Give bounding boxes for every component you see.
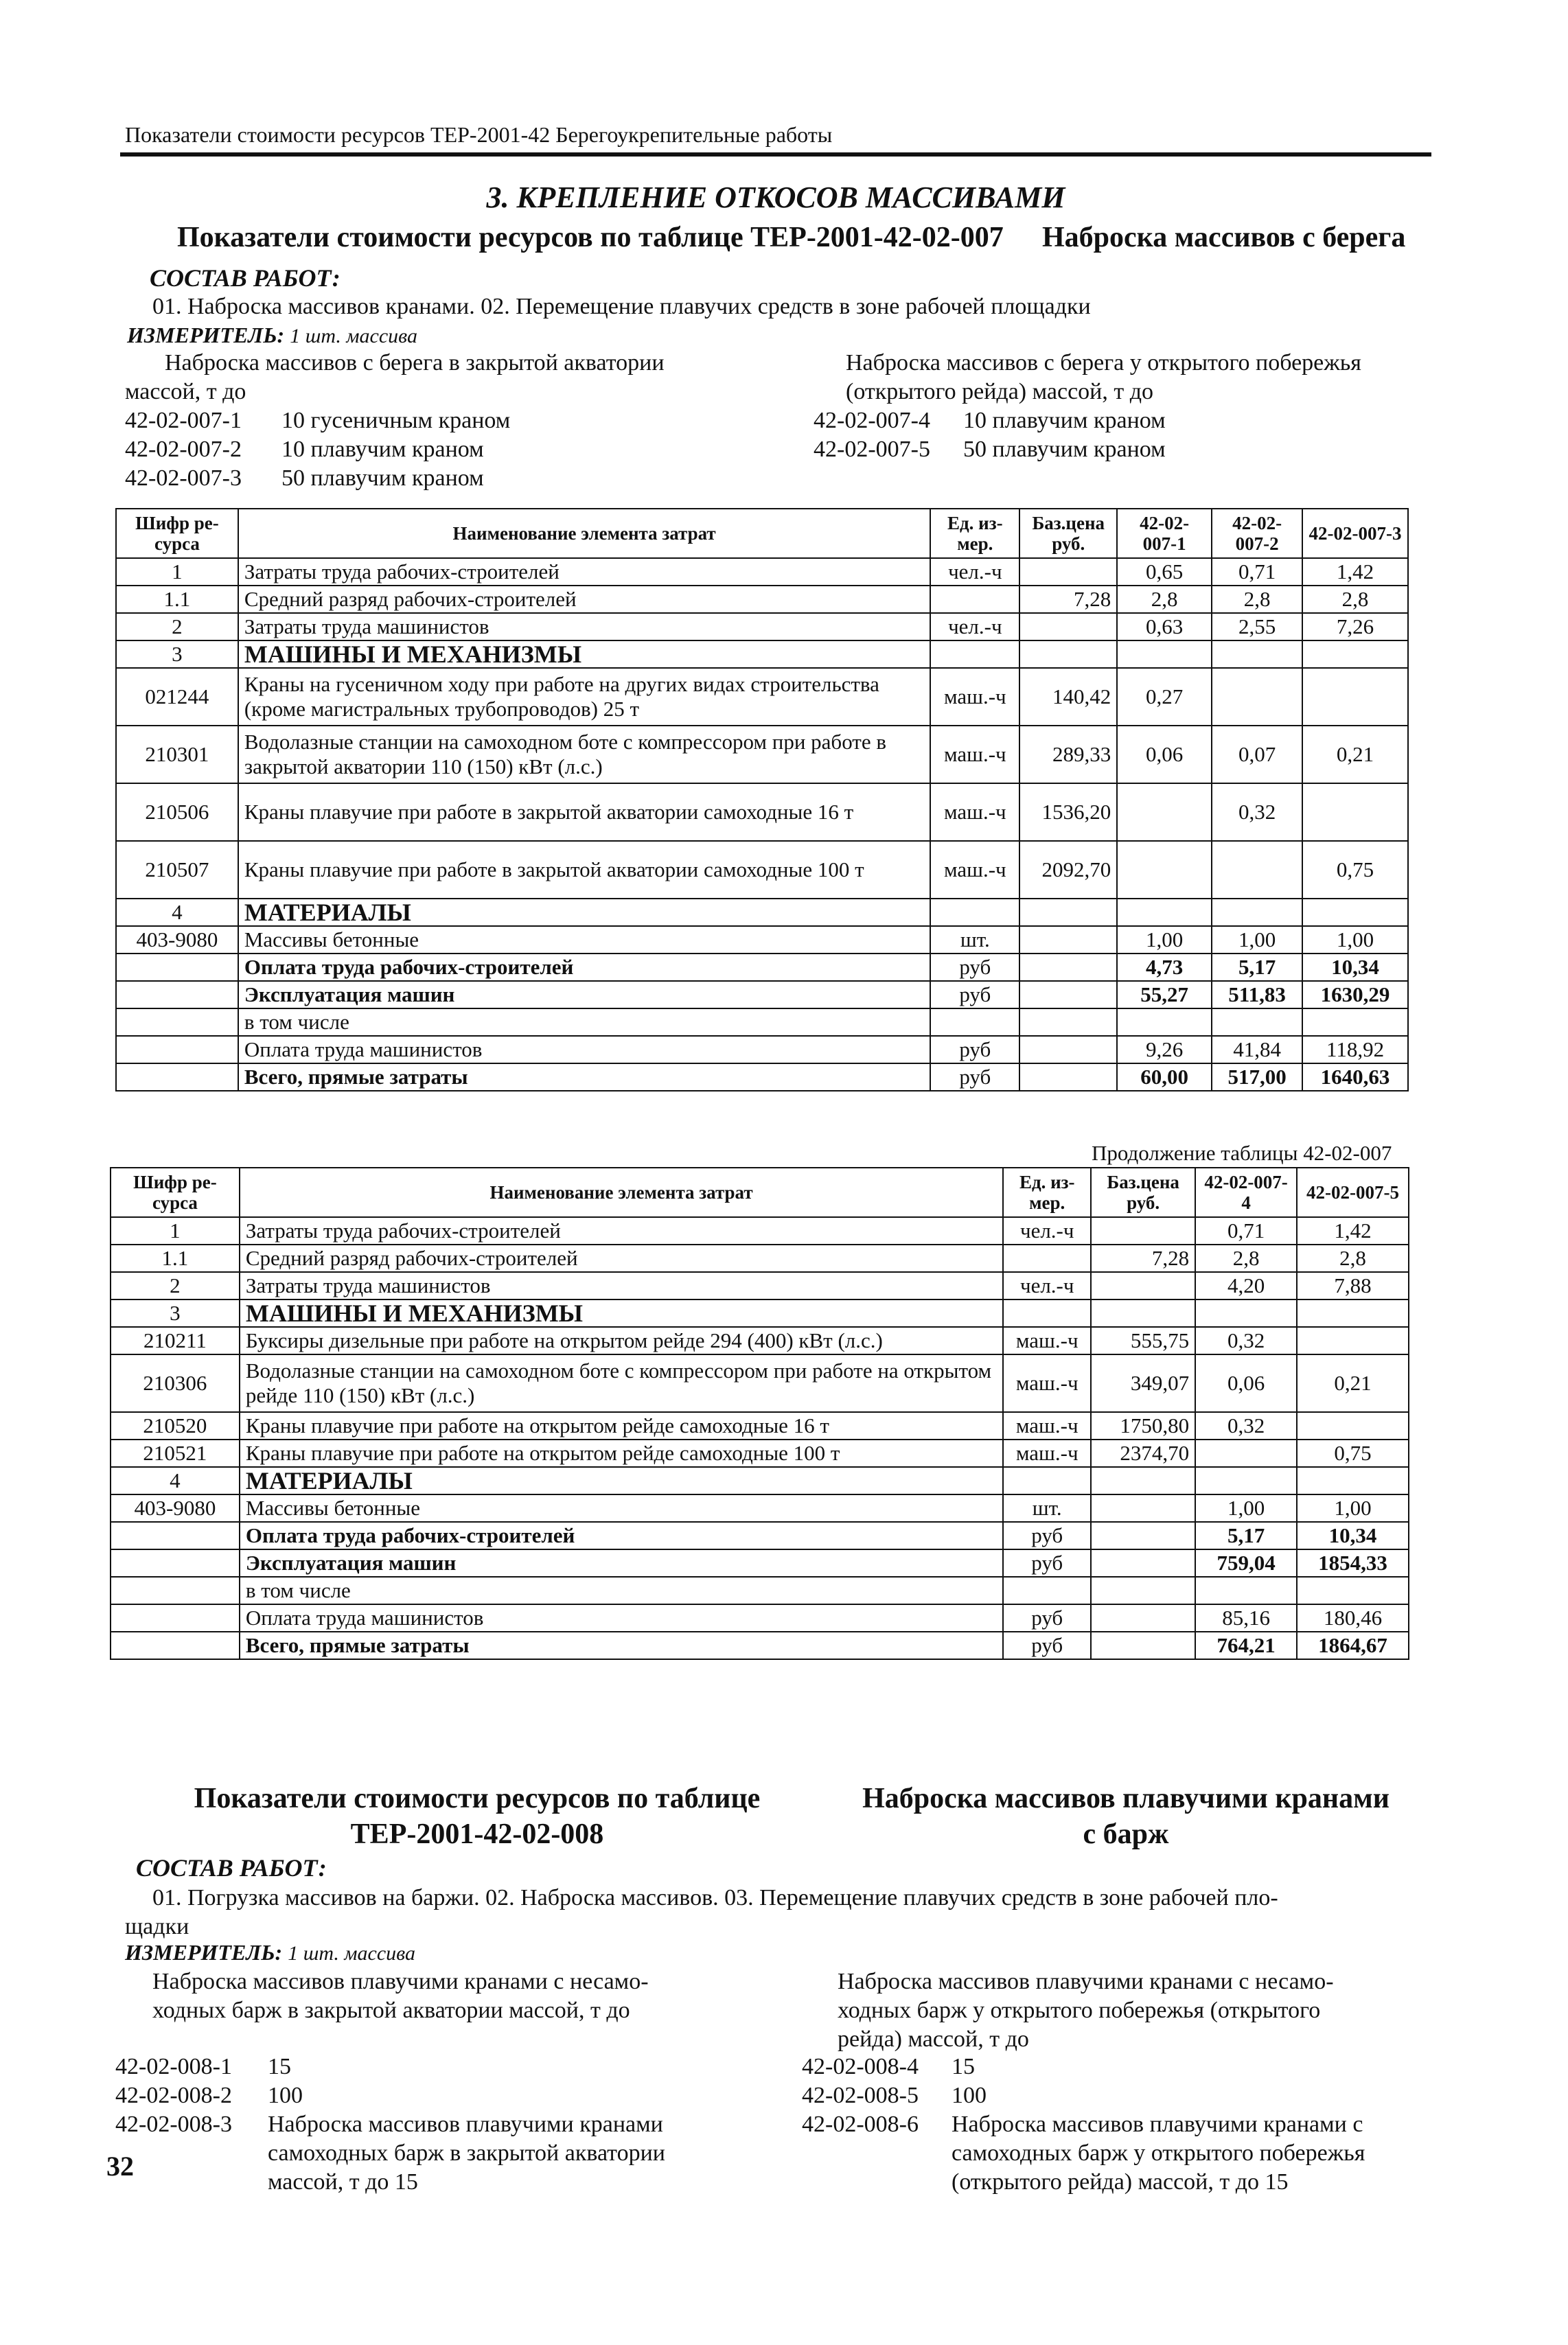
column-header: 42-02-007-1 <box>1117 509 1212 558</box>
cell <box>1302 668 1408 726</box>
cell: 60,00 <box>1117 1063 1212 1091</box>
cell: 4 <box>111 1467 240 1494</box>
cell: маш.-ч <box>930 783 1019 841</box>
meter-label: ИЗМЕРИТЕЛЬ: <box>125 1940 283 1965</box>
total-label: Оплата труда машинистов <box>240 1604 1003 1632</box>
cell <box>930 586 1019 613</box>
column-header: 42-02-007-4 <box>1195 1168 1297 1217</box>
cell: 7,26 <box>1302 613 1408 640</box>
column-header: 42-02-007-3 <box>1302 509 1408 558</box>
total-row <box>116 1008 1408 1036</box>
cell <box>1019 1063 1117 1091</box>
variant-code: 42-02-007-1 <box>125 408 242 433</box>
cell: 0,71 <box>1212 558 1302 586</box>
cell <box>1212 640 1302 668</box>
cell: 1 <box>116 558 238 586</box>
cell: 0,07 <box>1212 726 1302 783</box>
cell: руб <box>930 1036 1019 1063</box>
cell: 2 <box>116 613 238 640</box>
cell: 7,28 <box>1091 1245 1195 1272</box>
cell: руб <box>1003 1522 1091 1549</box>
cell: шт. <box>1003 1494 1091 1522</box>
cell: маш.-ч <box>1003 1327 1091 1354</box>
cell: Краны плавучие при работе в закрытой акватории самоходные 16 т <box>238 783 930 841</box>
cell: 0,27 <box>1117 668 1212 726</box>
cell: руб <box>930 954 1019 981</box>
cell: Краны плавучие при работе в закрытой акватории самоходные 100 т <box>238 841 930 899</box>
cell: 2,55 <box>1212 613 1302 640</box>
meter-value: 1 шт. массива <box>288 1942 415 1965</box>
cell <box>1212 899 1302 926</box>
cell: 0,65 <box>1117 558 1212 586</box>
cell: 555,75 <box>1091 1327 1195 1354</box>
cell: Затраты труда рабочих-строителей <box>238 558 930 586</box>
table-row <box>111 1327 1409 1354</box>
variant-code: 42-02-008-5 <box>802 2083 919 2108</box>
cell: Краны плавучие при работе на открытом рейде самоходные 100 т <box>240 1440 1003 1467</box>
resource-table-007-4-5 <box>110 1167 1409 1660</box>
total-row <box>116 954 1408 981</box>
total-label: Эксплуатация машин <box>240 1549 1003 1577</box>
cell: чел.-ч <box>930 558 1019 586</box>
column-header: 42-02-007-5 <box>1297 1168 1409 1217</box>
right-group-heading-1: Наброска массивов с берега у открытого побережья <box>846 350 1361 376</box>
variant-text-line: Наброска массивов плавучими кранами <box>268 2112 663 2137</box>
table-row <box>116 926 1408 954</box>
cell: 511,83 <box>1212 981 1302 1008</box>
right-group-heading-2: ходных барж у открытого побережья (открытого <box>838 1998 1321 2023</box>
cell <box>1003 1577 1091 1604</box>
cell <box>1195 1467 1297 1494</box>
variant-text: 10 плавучим краном <box>281 437 484 462</box>
cell: 0,63 <box>1117 613 1212 640</box>
cell <box>1019 1008 1117 1036</box>
cell: 1,00 <box>1195 1494 1297 1522</box>
running-header: Показатели стоимости ресурсов ТЕР-2001-42 Берегоукрепительные работы <box>125 122 833 147</box>
cell: 2 <box>111 1272 240 1299</box>
cell: 180,46 <box>1297 1604 1409 1632</box>
cell: 2092,70 <box>1019 841 1117 899</box>
cell: руб <box>1003 1604 1091 1632</box>
cell: 021244 <box>116 668 238 726</box>
cell: 140,42 <box>1019 668 1117 726</box>
cell <box>1117 841 1212 899</box>
section-heading-cell: МАШИНЫ И МЕХАНИЗМЫ <box>240 1299 1003 1327</box>
cell: 5,17 <box>1195 1522 1297 1549</box>
cell <box>1302 640 1408 668</box>
variant-code: 42-02-007-5 <box>814 437 930 462</box>
page-number: 32 <box>106 2151 134 2182</box>
cell <box>1302 1008 1408 1036</box>
title-line: Показатели стоимости ресурсов по таблице <box>194 1783 761 1814</box>
left-group-heading-1: Наброска массивов с берега в закрытой акватории <box>165 350 665 376</box>
work-composition-text: щадки <box>125 1914 189 1939</box>
cell: 0,75 <box>1302 841 1408 899</box>
table-row <box>116 613 1408 640</box>
right-group-heading-3: рейда) массой, т до <box>838 2026 1029 2052</box>
total-row <box>111 1604 1409 1632</box>
total-row <box>111 1632 1409 1659</box>
table-title-right: Наброска массивов с берега <box>1042 222 1406 253</box>
cell: 55,27 <box>1117 981 1212 1008</box>
cell: руб <box>930 981 1019 1008</box>
meter-value: 1 шт. массива <box>290 325 417 347</box>
cell: 118,92 <box>1302 1036 1408 1063</box>
cell <box>1019 899 1117 926</box>
header-rule <box>120 152 1431 157</box>
variant-text-line: самоходных барж в закрытой акватории <box>268 2140 665 2166</box>
cell: 517,00 <box>1212 1063 1302 1091</box>
column-header: Ед. из-мер. <box>930 509 1019 558</box>
table-row <box>111 1354 1409 1412</box>
table-008-title-right <box>844 1781 1407 1852</box>
right-group-heading-2: (открытого рейда) массой, т до <box>846 379 1154 404</box>
continuation-caption: Продолжение таблицы 42-02-007 <box>1092 1141 1392 1165</box>
cell: 5,17 <box>1212 954 1302 981</box>
cell: 1536,20 <box>1019 783 1117 841</box>
cell <box>1019 613 1117 640</box>
total-label: Эксплуатация машин <box>238 981 930 1008</box>
cell: Краны плавучие при работе на открытом рейде самоходные 16 т <box>240 1412 1003 1440</box>
variant-text: 15 <box>268 2054 291 2079</box>
cell: 0,32 <box>1195 1412 1297 1440</box>
total-label: Оплата труда рабочих-строителей <box>238 954 930 981</box>
cell: 0,06 <box>1195 1354 1297 1412</box>
cell <box>1117 899 1212 926</box>
cell: 2,8 <box>1117 586 1212 613</box>
cell: 0,32 <box>1212 783 1302 841</box>
cell: 4,73 <box>1117 954 1212 981</box>
meter-line <box>125 1940 415 1965</box>
cell <box>1195 1577 1297 1604</box>
cell: 0,75 <box>1297 1440 1409 1467</box>
total-label: Оплата труда рабочих-строителей <box>240 1522 1003 1549</box>
table-title-left: Показатели стоимости ресурсов по таблице ТЕР-2001-42-02-007 <box>177 222 1004 253</box>
column-header: Ед. из-мер. <box>1003 1168 1091 1217</box>
title-line: ТЕР-2001-42-02-008 <box>350 1818 604 1850</box>
cell <box>1019 640 1117 668</box>
title-line: Наброска массивов плавучими кранами <box>862 1783 1390 1814</box>
table-row <box>116 558 1408 586</box>
cell: шт. <box>930 926 1019 954</box>
total-label: Всего, прямые затраты <box>240 1632 1003 1659</box>
cell: 4,20 <box>1195 1272 1297 1299</box>
cell: 210520 <box>111 1412 240 1440</box>
cell <box>1091 1577 1195 1604</box>
cell: чел.-ч <box>1003 1217 1091 1245</box>
table-header-row <box>116 509 1408 558</box>
work-composition-text: 01. Погрузка массивов на баржи. 02. Наброска массивов. 03. Перемещение плавучих средств в зоне рабочей пло- <box>152 1885 1278 1910</box>
total-row <box>111 1577 1409 1604</box>
variant-code: 42-02-008-6 <box>802 2112 919 2137</box>
cell: 1864,67 <box>1297 1632 1409 1659</box>
cell: маш.-ч <box>930 668 1019 726</box>
cell: 759,04 <box>1195 1549 1297 1577</box>
cell: 0,06 <box>1117 726 1212 783</box>
cell <box>1297 1577 1409 1604</box>
table-row <box>116 726 1408 783</box>
cell <box>1091 1467 1195 1494</box>
variant-text-line: Наброска массивов плавучими кранами с <box>952 2112 1363 2137</box>
cell: руб <box>1003 1632 1091 1659</box>
cell: 210211 <box>111 1327 240 1354</box>
cell: Массивы бетонные <box>240 1494 1003 1522</box>
cell <box>1117 783 1212 841</box>
cell: Буксиры дизельные при работе на открытом рейде 294 (400) кВт (л.с.) <box>240 1327 1003 1354</box>
total-row <box>111 1522 1409 1549</box>
cell: 0,21 <box>1297 1354 1409 1412</box>
total-row <box>116 1063 1408 1091</box>
column-header: 42-02-007-2 <box>1212 509 1302 558</box>
meter-line <box>127 323 417 348</box>
total-row <box>116 981 1408 1008</box>
column-header: Наименование элемента затрат <box>240 1168 1003 1217</box>
variant-text: 100 <box>952 2083 987 2108</box>
cell: 2,8 <box>1302 586 1408 613</box>
cell <box>1091 1604 1195 1632</box>
cell <box>1297 1299 1409 1327</box>
cell <box>1297 1412 1409 1440</box>
variant-text <box>268 2110 665 2197</box>
cell: 1,00 <box>1302 926 1408 954</box>
column-header: Баз.цена руб. <box>1091 1168 1195 1217</box>
cell <box>930 899 1019 926</box>
variant-code: 42-02-007-3 <box>125 465 242 491</box>
cell: 403-9080 <box>111 1494 240 1522</box>
cell: 1854,33 <box>1297 1549 1409 1577</box>
column-header: Баз.цена руб. <box>1019 509 1117 558</box>
cell: 1640,63 <box>1302 1063 1408 1091</box>
cell: 7,28 <box>1019 586 1117 613</box>
cell: 289,33 <box>1019 726 1117 783</box>
cell <box>1297 1327 1409 1354</box>
cell: 85,16 <box>1195 1604 1297 1632</box>
variant-text: 50 плавучим краном <box>281 465 484 491</box>
cell <box>1019 954 1117 981</box>
cell: 1750,80 <box>1091 1412 1195 1440</box>
cell: маш.-ч <box>1003 1412 1091 1440</box>
table-row <box>111 1272 1409 1299</box>
table-section-row <box>111 1467 1409 1494</box>
cell <box>1091 1494 1195 1522</box>
cell: 1,00 <box>1212 926 1302 954</box>
variant-code: 42-02-008-2 <box>115 2083 232 2108</box>
table-row <box>116 841 1408 899</box>
work-composition-label: СОСТАВ РАБОТ: <box>150 264 341 292</box>
table-row <box>111 1245 1409 1272</box>
cell <box>1091 1522 1195 1549</box>
cell: 210521 <box>111 1440 240 1467</box>
cell: 210301 <box>116 726 238 783</box>
column-header: Шифр ре-сурса <box>116 509 238 558</box>
variant-text-line: самоходных барж у открытого побережья <box>952 2140 1365 2166</box>
cell <box>1302 783 1408 841</box>
variant-code: 42-02-008-3 <box>115 2112 232 2137</box>
variant-text: 15 <box>952 2054 975 2079</box>
cell: 210506 <box>116 783 238 841</box>
variant-text: 10 гусеничным краном <box>281 408 511 433</box>
variant-text-line: (открытого рейда) массой, т до 15 <box>952 2169 1289 2195</box>
cell <box>1117 1008 1212 1036</box>
cell: 2,8 <box>1195 1245 1297 1272</box>
cell <box>1019 558 1117 586</box>
table-row <box>111 1494 1409 1522</box>
cell <box>1019 926 1117 954</box>
cell: 4 <box>116 899 238 926</box>
variant-code: 42-02-008-1 <box>115 2054 232 2079</box>
cell: 9,26 <box>1117 1036 1212 1063</box>
cell: 0,21 <box>1302 726 1408 783</box>
section-heading-cell: МАТЕРИАЛЫ <box>238 899 930 926</box>
variant-code: 42-02-008-4 <box>802 2054 919 2079</box>
cell <box>1212 841 1302 899</box>
table-row <box>111 1412 1409 1440</box>
work-composition-text: 01. Наброска массивов кранами. 02. Перемещение плавучих средств в зоне рабочей площадки <box>152 294 1091 319</box>
table-row <box>116 668 1408 726</box>
cell <box>1091 1272 1195 1299</box>
cell: Средний разряд рабочих-строителей <box>240 1245 1003 1272</box>
cell <box>1091 1217 1195 1245</box>
left-group-heading-1: Наброска массивов плавучими кранами с несамо- <box>152 1969 649 1994</box>
total-label: в том числе <box>240 1577 1003 1604</box>
variant-text-line: массой, т до 15 <box>268 2169 418 2195</box>
table-row <box>111 1217 1409 1245</box>
table-008-title-left <box>158 1781 796 1852</box>
cell <box>1117 640 1212 668</box>
cell: 210507 <box>116 841 238 899</box>
total-label: Всего, прямые затраты <box>238 1063 930 1091</box>
cell: маш.-ч <box>1003 1440 1091 1467</box>
cell <box>1302 899 1408 926</box>
cell: 10,34 <box>1297 1522 1409 1549</box>
cell <box>1019 981 1117 1008</box>
cell: чел.-ч <box>930 613 1019 640</box>
cell: 1,42 <box>1302 558 1408 586</box>
cell: руб <box>930 1063 1019 1091</box>
variant-text: 100 <box>268 2083 303 2108</box>
table-row <box>111 1440 1409 1467</box>
cell: 764,21 <box>1195 1632 1297 1659</box>
cell: 2374,70 <box>1091 1440 1195 1467</box>
cell <box>1091 1632 1195 1659</box>
cell <box>1195 1299 1297 1327</box>
cell: Затраты труда машинистов <box>240 1272 1003 1299</box>
cell <box>1003 1299 1091 1327</box>
variant-text <box>952 2110 1365 2197</box>
total-row <box>111 1549 1409 1577</box>
column-header: Наименование элемента затрат <box>238 509 930 558</box>
cell: Массивы бетонные <box>238 926 930 954</box>
variant-code: 42-02-007-4 <box>814 408 930 433</box>
table-header-row <box>111 1168 1409 1217</box>
cell: 0,71 <box>1195 1217 1297 1245</box>
variant-text: 50 плавучим краном <box>963 437 1166 462</box>
cell: 1630,29 <box>1302 981 1408 1008</box>
cell <box>1003 1245 1091 1272</box>
cell: 41,84 <box>1212 1036 1302 1063</box>
cell: маш.-ч <box>1003 1354 1091 1412</box>
cell: маш.-ч <box>930 841 1019 899</box>
cell: 7,88 <box>1297 1272 1409 1299</box>
total-label: Оплата труда машинистов <box>238 1036 930 1063</box>
resource-table-007-1-3 <box>115 508 1409 1091</box>
cell: 403-9080 <box>116 926 238 954</box>
cell <box>1212 668 1302 726</box>
cell <box>1019 1036 1117 1063</box>
cell: 2,8 <box>1297 1245 1409 1272</box>
cell: Средний разряд рабочих-строителей <box>238 586 930 613</box>
left-group-heading-2: ходных барж в закрытой акватории массой, т до <box>152 1998 630 2023</box>
cell: Затраты труда машинистов <box>238 613 930 640</box>
cell: 3 <box>116 640 238 668</box>
table-row <box>116 783 1408 841</box>
cell <box>1212 1008 1302 1036</box>
title-line: с барж <box>1083 1818 1169 1850</box>
cell: 10,34 <box>1302 954 1408 981</box>
cell: Краны на гусеничном ходу при работе на других видах строительства (кроме магистральных трубопроводов) 25 т <box>238 668 930 726</box>
table-section-row <box>116 640 1408 668</box>
cell: 1,42 <box>1297 1217 1409 1245</box>
total-row <box>116 1036 1408 1063</box>
cell: маш.-ч <box>930 726 1019 783</box>
cell: 3 <box>111 1299 240 1327</box>
cell: 349,07 <box>1091 1354 1195 1412</box>
right-group-heading-1: Наброска массивов плавучими кранами с несамо- <box>838 1969 1334 1994</box>
column-header: Шифр ре-сурса <box>111 1168 240 1217</box>
cell: Водолазные станции на самоходном боте с компрессором при работе в закрытой акватории 110 (150) кВт (л.с.) <box>238 726 930 783</box>
table-section-row <box>111 1299 1409 1327</box>
table-row <box>116 586 1408 613</box>
cell <box>930 640 1019 668</box>
cell: руб <box>1003 1549 1091 1577</box>
left-group-heading-2: массой, т до <box>125 379 246 404</box>
variant-code: 42-02-007-2 <box>125 437 242 462</box>
cell: Водолазные станции на самоходном боте с компрессором при работе на открытом рейде 110 (150) кВт (л.с.) <box>240 1354 1003 1412</box>
cell <box>1091 1549 1195 1577</box>
cell: чел.-ч <box>1003 1272 1091 1299</box>
work-composition-label: СОСТАВ РАБОТ: <box>136 1854 327 1882</box>
total-label: в том числе <box>238 1008 930 1036</box>
section-title: 3. КРЕПЛЕНИЕ ОТКОСОВ МАССИВАМИ <box>486 181 1065 214</box>
cell: 1,00 <box>1297 1494 1409 1522</box>
cell: Затраты труда рабочих-строителей <box>240 1217 1003 1245</box>
meter-label: ИЗМЕРИТЕЛЬ: <box>127 323 285 347</box>
cell <box>1091 1299 1195 1327</box>
table-section-row <box>116 899 1408 926</box>
cell <box>930 1008 1019 1036</box>
cell: 0,32 <box>1195 1327 1297 1354</box>
cell <box>1003 1467 1091 1494</box>
cell <box>1195 1440 1297 1467</box>
cell: 2,8 <box>1212 586 1302 613</box>
section-heading-cell: МАШИНЫ И МЕХАНИЗМЫ <box>238 640 930 668</box>
cell: 1.1 <box>111 1245 240 1272</box>
section-heading-cell: МАТЕРИАЛЫ <box>240 1467 1003 1494</box>
cell: 1 <box>111 1217 240 1245</box>
cell <box>1297 1467 1409 1494</box>
variant-text: 10 плавучим краном <box>963 408 1166 433</box>
cell: 1,00 <box>1117 926 1212 954</box>
cell: 1.1 <box>116 586 238 613</box>
cell: 210306 <box>111 1354 240 1412</box>
